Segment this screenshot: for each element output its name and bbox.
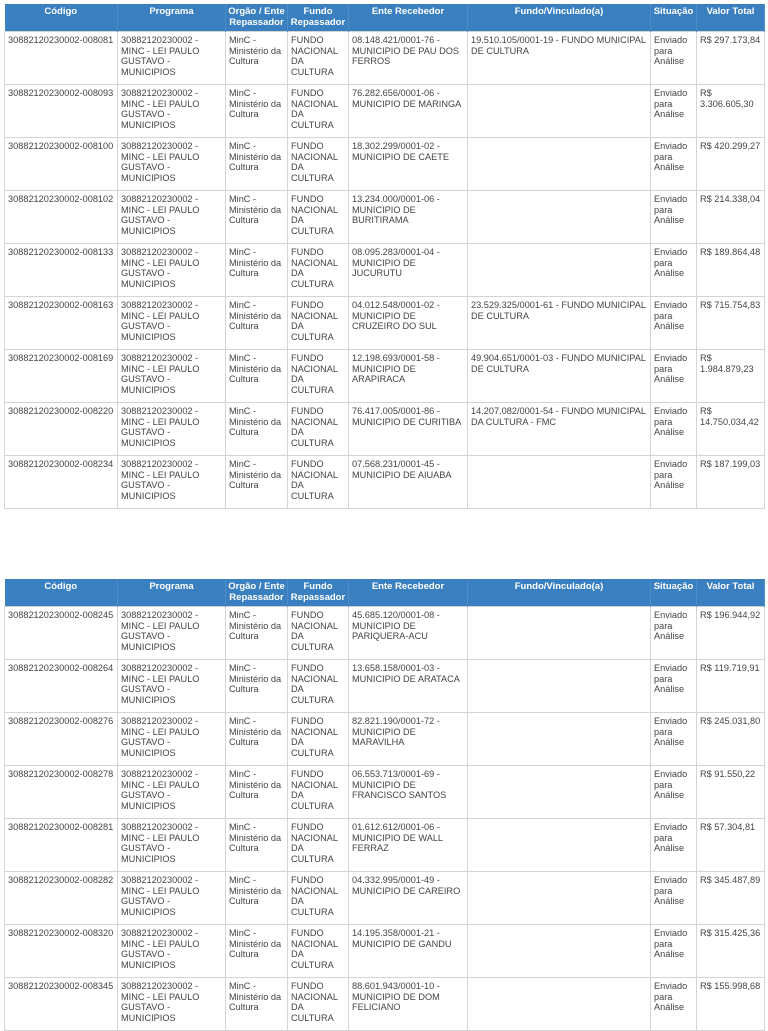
cell-ente-recebedor: 76.417.005/0001-86 - MUNICIPIO DE CURITIBA [349,403,468,456]
cell-situacao: Enviado para Análise [651,819,697,872]
cell-programa: 30882120230002 - MINC - LEI PAULO GUSTAVO - MUNICIPIOS [118,244,226,297]
cell-valor-total: R$ 57.304,81 [697,819,765,872]
cell-codigo: 30882120230002-008320 [5,925,118,978]
cell-programa: 30882120230002 - MINC - LEI PAULO GUSTAVO - MUNICIPIOS [118,350,226,403]
cell-programa: 30882120230002 - MINC - LEI PAULO GUSTAVO - MUNICIPIOS [118,607,226,660]
cell-orgao: MinC - Ministério da Cultura [226,32,288,85]
cell-valor-total: R$ 119.719,91 [697,660,765,713]
cell-orgao: MinC - Ministério da Cultura [226,766,288,819]
cell-fundo-vinculado [468,766,651,819]
cell-orgao: MinC - Ministério da Cultura [226,819,288,872]
table-row [5,297,765,350]
transfers-table-2 [4,579,765,1031]
cell-ente-recebedor: 14.195.358/0001-21 - MUNICIPIO DE GANDU [349,925,468,978]
cell-ente-recebedor: 12.198.693/0001-58 - MUNICIPIO DE ARAPIRACA [349,350,468,403]
header-orgao: Orgão / Ente Repassador [226,4,288,32]
cell-valor-total: R$ 3.306.605,30 [697,85,765,138]
cell-situacao: Enviado para Análise [651,32,697,85]
cell-codigo: 30882120230002-008102 [5,191,118,244]
table-row [5,191,765,244]
cell-valor-total: R$ 189.864,48 [697,244,765,297]
cell-situacao: Enviado para Análise [651,607,697,660]
transfers-table-1 [4,4,765,509]
cell-valor-total: R$ 1.984.879,23 [697,350,765,403]
cell-valor-total: R$ 315.425,36 [697,925,765,978]
header-orgao: Orgão / Ente Repassador [226,579,288,607]
cell-fundo-repassador: FUNDO NACIONAL DA CULTURA [288,925,349,978]
cell-programa: 30882120230002 - MINC - LEI PAULO GUSTAVO - MUNICIPIOS [118,660,226,713]
cell-valor-total: R$ 155.998,68 [697,978,765,1031]
cell-ente-recebedor: 04.332.995/0001-49 - MUNICIPIO DE CAREIRO [349,872,468,925]
header-fundo-vinculado: Fundo/Vinculado(a) [468,4,651,32]
cell-codigo: 30882120230002-008169 [5,350,118,403]
table-row [5,85,765,138]
table-row [5,244,765,297]
cell-fundo-vinculado: 23.529.325/0001-61 - FUNDO MUNICIPAL DE CULTURA [468,297,651,350]
cell-orgao: MinC - Ministério da Cultura [226,660,288,713]
table-header [5,579,765,607]
cell-ente-recebedor: 18.302.299/0001-02 - MUNICIPIO DE CAETE [349,138,468,191]
table-row [5,819,765,872]
header-programa: Programa [118,4,226,32]
header-ente-recebedor: Ente Recebedor [349,4,468,32]
cell-programa: 30882120230002 - MINC - LEI PAULO GUSTAVO - MUNICIPIOS [118,819,226,872]
cell-situacao: Enviado para Análise [651,660,697,713]
cell-orgao: MinC - Ministério da Cultura [226,138,288,191]
cell-codigo: 30882120230002-008100 [5,138,118,191]
header-fundo-repassador: Fundo Repassador [288,579,349,607]
cell-ente-recebedor: 13.234.000/0001-06 - MUNICIPIO DE BURITIRAMA [349,191,468,244]
header-valor-total: Valor Total [697,579,765,607]
cell-codigo: 30882120230002-008264 [5,660,118,713]
cell-fundo-vinculado [468,244,651,297]
cell-valor-total: R$ 245.031,80 [697,713,765,766]
table-row [5,403,765,456]
header-codigo: Código [5,4,118,32]
cell-situacao: Enviado para Análise [651,191,697,244]
cell-ente-recebedor: 07.568.231/0001-45 - MUNICIPIO DE AIUABA [349,456,468,509]
cell-orgao: MinC - Ministério da Cultura [226,350,288,403]
cell-fundo-vinculado [468,978,651,1031]
cell-orgao: MinC - Ministério da Cultura [226,85,288,138]
cell-fundo-repassador: FUNDO NACIONAL DA CULTURA [288,350,349,403]
cell-situacao: Enviado para Análise [651,978,697,1031]
cell-ente-recebedor: 45.685.120/0001-08 - MUNICIPIO DE PARIQUERA-ACU [349,607,468,660]
cell-programa: 30882120230002 - MINC - LEI PAULO GUSTAVO - MUNICIPIOS [118,978,226,1031]
cell-programa: 30882120230002 - MINC - LEI PAULO GUSTAVO - MUNICIPIOS [118,456,226,509]
cell-fundo-vinculado [468,713,651,766]
cell-situacao: Enviado para Análise [651,456,697,509]
table-row [5,766,765,819]
cell-codigo: 30882120230002-008234 [5,456,118,509]
cell-fundo-repassador: FUNDO NACIONAL DA CULTURA [288,85,349,138]
cell-ente-recebedor: 08.095.283/0001-04 - MUNICIPIO DE JUCURUTU [349,244,468,297]
cell-fundo-repassador: FUNDO NACIONAL DA CULTURA [288,244,349,297]
cell-fundo-vinculado [468,456,651,509]
cell-fundo-repassador: FUNDO NACIONAL DA CULTURA [288,607,349,660]
cell-valor-total: R$ 214.338,04 [697,191,765,244]
cell-programa: 30882120230002 - MINC - LEI PAULO GUSTAVO - MUNICIPIOS [118,713,226,766]
cell-fundo-repassador: FUNDO NACIONAL DA CULTURA [288,819,349,872]
cell-orgao: MinC - Ministério da Cultura [226,607,288,660]
cell-codigo: 30882120230002-008281 [5,819,118,872]
cell-fundo-vinculado [468,819,651,872]
cell-fundo-repassador: FUNDO NACIONAL DA CULTURA [288,32,349,85]
cell-ente-recebedor: 08.148.421/0001-76 - MUNICIPIO DE PAU DOS FERROS [349,32,468,85]
cell-orgao: MinC - Ministério da Cultura [226,978,288,1031]
cell-fundo-vinculado [468,660,651,713]
table-row [5,925,765,978]
header-ente-recebedor: Ente Recebedor [349,579,468,607]
cell-valor-total: R$ 91.550,22 [697,766,765,819]
header-codigo: Código [5,579,118,607]
cell-programa: 30882120230002 - MINC - LEI PAULO GUSTAVO - MUNICIPIOS [118,297,226,350]
cell-codigo: 30882120230002-008282 [5,872,118,925]
table-body [5,607,765,1031]
cell-valor-total: R$ 187.199,03 [697,456,765,509]
cell-orgao: MinC - Ministério da Cultura [226,872,288,925]
cell-orgao: MinC - Ministério da Cultura [226,244,288,297]
cell-fundo-vinculado [468,925,651,978]
cell-orgao: MinC - Ministério da Cultura [226,191,288,244]
cell-fundo-repassador: FUNDO NACIONAL DA CULTURA [288,297,349,350]
cell-situacao: Enviado para Análise [651,766,697,819]
cell-codigo: 30882120230002-008220 [5,403,118,456]
cell-codigo: 30882120230002-008093 [5,85,118,138]
cell-ente-recebedor: 13.658.158/0001-03 - MUNICIPIO DE ARATACA [349,660,468,713]
cell-programa: 30882120230002 - MINC - LEI PAULO GUSTAVO - MUNICIPIOS [118,85,226,138]
cell-fundo-vinculado [468,138,651,191]
cell-valor-total: R$ 715.754,83 [697,297,765,350]
cell-situacao: Enviado para Análise [651,85,697,138]
header-row [5,4,765,32]
cell-codigo: 30882120230002-008163 [5,297,118,350]
table-row [5,138,765,191]
cell-situacao: Enviado para Análise [651,297,697,350]
cell-fundo-vinculado: 19.510.105/0001-19 - FUNDO MUNICIPAL DE CULTURA [468,32,651,85]
header-fundo-repassador: Fundo Repassador [288,4,349,32]
table-row [5,872,765,925]
cell-fundo-vinculado [468,85,651,138]
cell-situacao: Enviado para Análise [651,138,697,191]
cell-ente-recebedor: 88.601.943/0001-10 - MUNICIPIO DE DOM FELICIANO [349,978,468,1031]
cell-situacao: Enviado para Análise [651,403,697,456]
cell-situacao: Enviado para Análise [651,872,697,925]
table-body [5,32,765,509]
cell-valor-total: R$ 14.750.034,42 [697,403,765,456]
cell-programa: 30882120230002 - MINC - LEI PAULO GUSTAVO - MUNICIPIOS [118,925,226,978]
header-valor-total: Valor Total [697,4,765,32]
header-fundo-vinculado: Fundo/Vinculado(a) [468,579,651,607]
cell-programa: 30882120230002 - MINC - LEI PAULO GUSTAVO - MUNICIPIOS [118,872,226,925]
cell-situacao: Enviado para Análise [651,244,697,297]
cell-fundo-repassador: FUNDO NACIONAL DA CULTURA [288,403,349,456]
cell-ente-recebedor: 76.282.656/0001-06 - MUNICIPIO DE MARINGA [349,85,468,138]
table-row [5,660,765,713]
table-row [5,350,765,403]
table-row [5,456,765,509]
cell-programa: 30882120230002 - MINC - LEI PAULO GUSTAVO - MUNICIPIOS [118,138,226,191]
cell-orgao: MinC - Ministério da Cultura [226,925,288,978]
cell-codigo: 30882120230002-008278 [5,766,118,819]
table-row [5,713,765,766]
cell-valor-total: R$ 345.487,89 [697,872,765,925]
cell-fundo-repassador: FUNDO NACIONAL DA CULTURA [288,713,349,766]
cell-fundo-repassador: FUNDO NACIONAL DA CULTURA [288,456,349,509]
cell-fundo-repassador: FUNDO NACIONAL DA CULTURA [288,872,349,925]
cell-fundo-vinculado [468,607,651,660]
cell-fundo-vinculado [468,191,651,244]
table-row [5,978,765,1031]
cell-orgao: MinC - Ministério da Cultura [226,403,288,456]
cell-fundo-vinculado [468,872,651,925]
cell-situacao: Enviado para Análise [651,925,697,978]
cell-programa: 30882120230002 - MINC - LEI PAULO GUSTAVO - MUNICIPIOS [118,766,226,819]
cell-ente-recebedor: 82.821.190/0001-72 - MUNICIPIO DE MARAVILHA [349,713,468,766]
cell-orgao: MinC - Ministério da Cultura [226,713,288,766]
cell-valor-total: R$ 420.299,27 [697,138,765,191]
header-programa: Programa [118,579,226,607]
cell-fundo-repassador: FUNDO NACIONAL DA CULTURA [288,138,349,191]
cell-situacao: Enviado para Análise [651,713,697,766]
table-row [5,607,765,660]
cell-fundo-vinculado: 14.207.082/0001-54 - FUNDO MUNICIPAL DA CULTURA - FMC [468,403,651,456]
cell-codigo: 30882120230002-008081 [5,32,118,85]
header-situacao: Situação [651,4,697,32]
header-row [5,579,765,607]
cell-codigo: 30882120230002-008276 [5,713,118,766]
cell-programa: 30882120230002 - MINC - LEI PAULO GUSTAVO - MUNICIPIOS [118,403,226,456]
cell-fundo-vinculado: 49.904.651/0001-03 - FUNDO MUNICIPAL DE CULTURA [468,350,651,403]
table-header [5,4,765,32]
cell-ente-recebedor: 01.612.612/0001-06 - MUNICIPIO DE WALL FERRAZ [349,819,468,872]
cell-orgao: MinC - Ministério da Cultura [226,297,288,350]
cell-fundo-repassador: FUNDO NACIONAL DA CULTURA [288,766,349,819]
cell-orgao: MinC - Ministério da Cultura [226,456,288,509]
cell-ente-recebedor: 06.553.713/0001-69 - MUNICIPIO DE FRANCISCO SANTOS [349,766,468,819]
cell-valor-total: R$ 196.944,92 [697,607,765,660]
cell-programa: 30882120230002 - MINC - LEI PAULO GUSTAVO - MUNICIPIOS [118,191,226,244]
cell-fundo-repassador: FUNDO NACIONAL DA CULTURA [288,660,349,713]
cell-codigo: 30882120230002-008245 [5,607,118,660]
header-situacao: Situação [651,579,697,607]
cell-codigo: 30882120230002-008133 [5,244,118,297]
cell-valor-total: R$ 297.173,84 [697,32,765,85]
cell-fundo-repassador: FUNDO NACIONAL DA CULTURA [288,978,349,1031]
table-row [5,32,765,85]
cell-programa: 30882120230002 - MINC - LEI PAULO GUSTAVO - MUNICIPIOS [118,32,226,85]
cell-situacao: Enviado para Análise [651,350,697,403]
cell-codigo: 30882120230002-008345 [5,978,118,1031]
cell-ente-recebedor: 04.012.548/0001-02 - MUNICIPIO DE CRUZEIRO DO SUL [349,297,468,350]
cell-fundo-repassador: FUNDO NACIONAL DA CULTURA [288,191,349,244]
